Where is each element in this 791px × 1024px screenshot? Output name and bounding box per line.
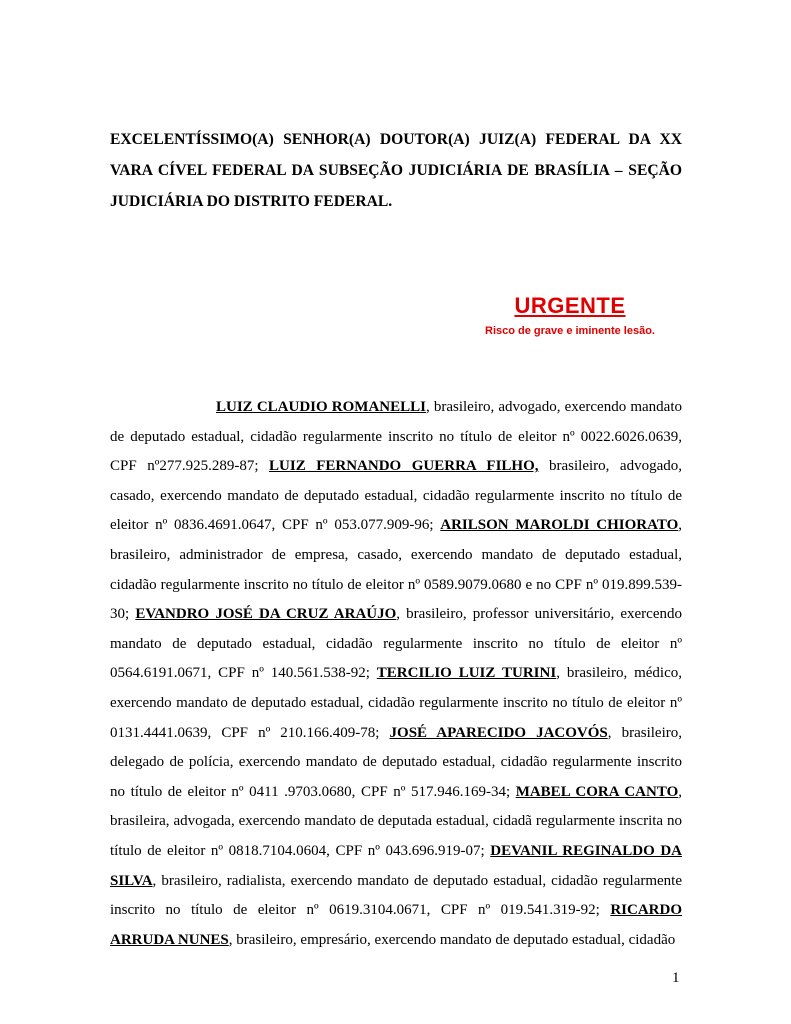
page-number: 1 [672, 970, 680, 986]
petitioner-details: , brasileiro, delegado de polícia, exercendo mandato de deputado estadual, cidadão regularmente inscrito no título de eleitor nº 0411 .9703.0680, CPF nº 517.946.169-34; [110, 724, 682, 800]
petitioner-name: RICARDO ARRUDA NUNES [110, 902, 682, 948]
petitioner-details: , brasileiro, administrador de empresa, casado, exercendo mandato de deputado estadual, cidadão regularmente inscrito no título de eleitor nº 0589.9079.0680 e no CPF nº 019.899.539-30; [110, 517, 682, 623]
urgent-notice [470, 293, 670, 339]
petitioner-name: EVANDRO JOSÉ DA CRUZ ARAÚJO [135, 606, 397, 623]
petitioner-details: , brasileiro, advogado, exercendo mandato de deputado estadual, cidadão regularmente inscrito no título de eleitor nº 0022.6026.0639, CPF nº277.925.289-87; [110, 399, 682, 475]
petitioner-details: , brasileiro, empresário, exercendo mandato de deputado estadual, cidadão [228, 931, 676, 948]
petitioner-details: brasileiro, advogado, casado, exercendo mandato de deputado estadual, cidadão regularmente inscrito no título de eleitor nº 0836.4691.0647, CPF nº 053.077.909-96; [110, 458, 682, 534]
petitioner-name: ARILSON MAROLDI CHIORATO [440, 517, 679, 534]
petitioner-name: LUIZ FERNANDO GUERRA FILHO, [269, 458, 539, 475]
paragraph [110, 393, 682, 955]
petitioner-name: MABEL CORA CANTO [515, 783, 679, 800]
petitioner-details: , brasileiro, médico, exercendo mandato de deputado estadual, cidadão regularmente inscrito no título de eleitor nº 0131.4441.0639, CPF nº 210.166.409-78; [110, 665, 683, 741]
urgent-title: URGENTE [514, 293, 626, 318]
petitioner-details: , brasileiro, radialista, exercendo mandato de deputado estadual, cidadão regularmente inscrito no título de eleitor nº 0619.3104.0671, CPF nº 019.541.319-92; [110, 872, 682, 919]
petitioner-name: JOSÉ APARECIDO JACOVÓS [389, 724, 608, 741]
petitioner-name: TERCILIO LUIZ TURINI [376, 665, 557, 682]
petitioner-name: DEVANIL REGINALDO DA SILVA [110, 842, 682, 889]
addressee-heading: EXCELENTÍSSIMO(A) SENHOR(A) DOUTOR(A) JUIZ(A) FEDERAL DA XX VARA CÍVEL FEDERAL DA SUBSEÇÃO JUDICIÁRIA DE BRASÍLIA – SEÇÃO JUDICIÁRIA DO DISTRITO FEDERAL. [110, 131, 682, 210]
petitioner-details: , brasileiro, professor universitário, exercendo mandato de deputado estadual, cidadão regularmente inscrito no título de eleitor nº 0564.6191.0671, CPF nº 140.561.538-92; [110, 606, 682, 682]
petitioners-paragraph [110, 393, 682, 955]
petitioner-name: LUIZ CLAUDIO ROMANELLI [216, 399, 426, 415]
urgent-subtitle: Risco de grave e iminente lesão. [485, 325, 655, 337]
petitioner-details: , brasileira, advogada, exercendo mandato de deputada estadual, cidadã regularmente inscrita no título de eleitor nº 0818.7104.0604, CPF nº 043.696.919-07; [110, 783, 682, 859]
